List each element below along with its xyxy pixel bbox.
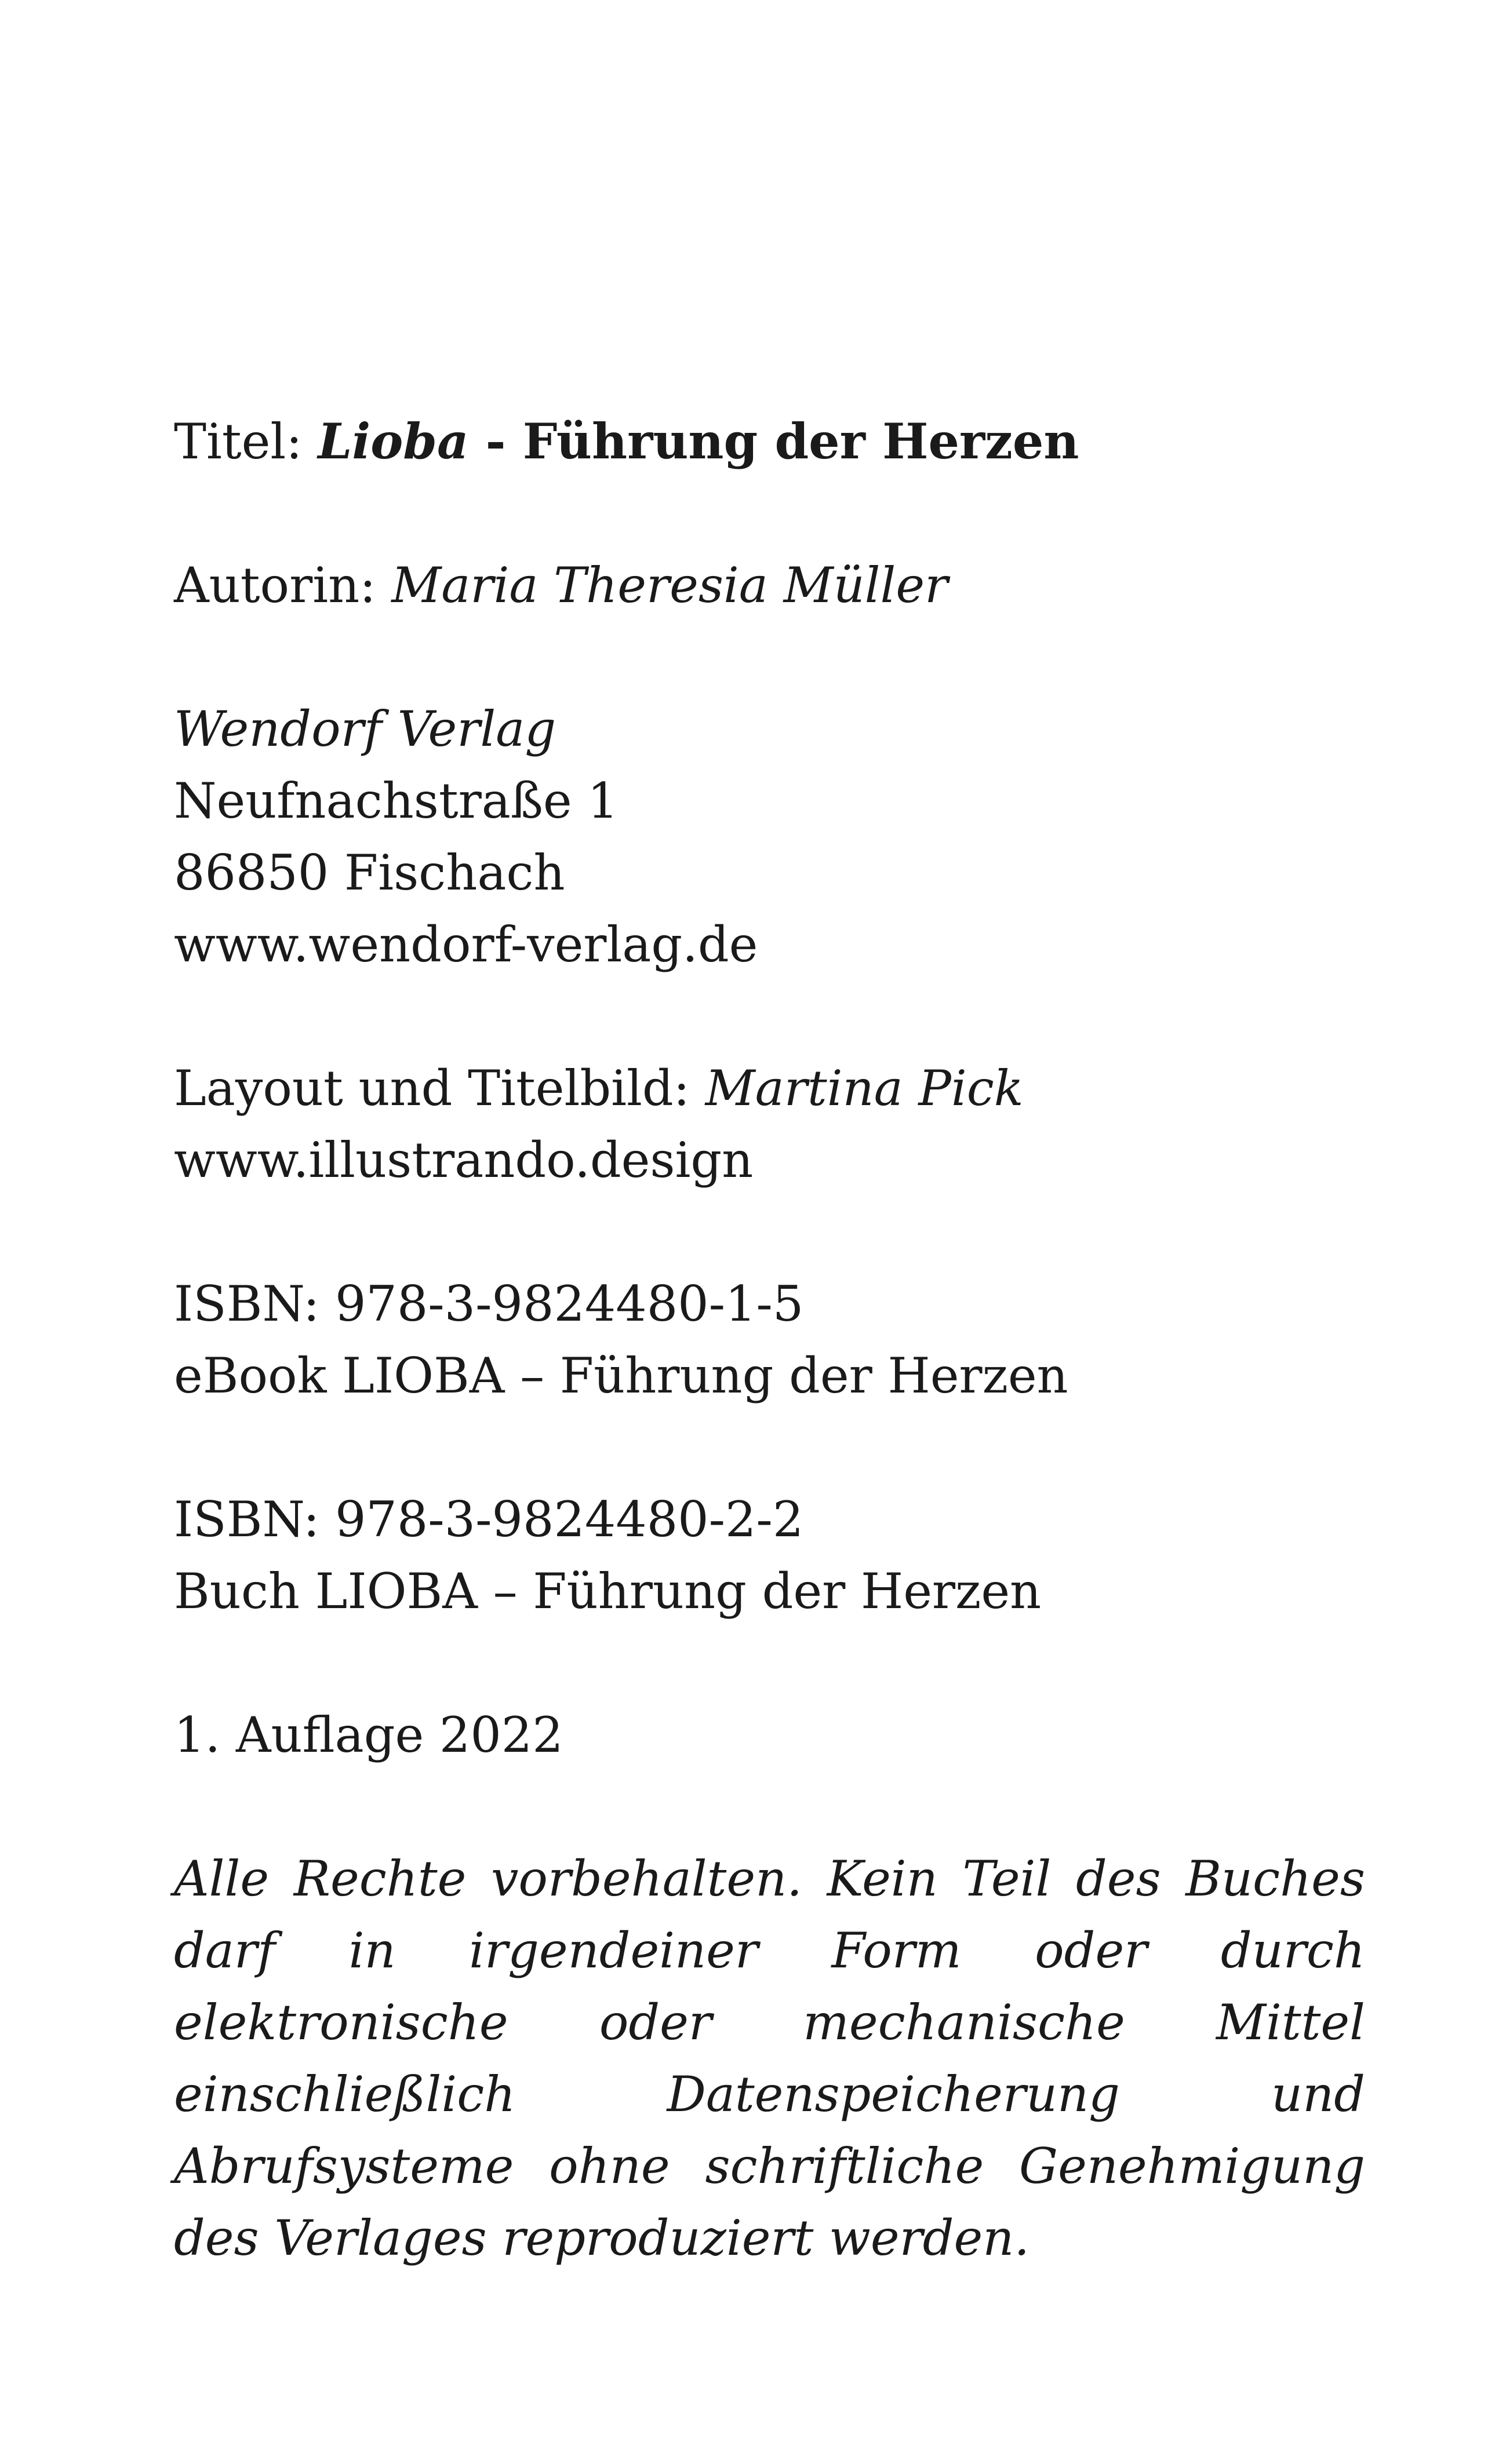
edition: 1. Auflage 2022 [174, 1707, 563, 1763]
title-label: Titel: [174, 413, 318, 470]
publisher-city: 86850 Fischach [174, 844, 565, 901]
imprint-page [174, 406, 1365, 2274]
publisher-street: Neufnachstraße 1 [174, 772, 619, 829]
layout-credit-web: www.illustrando.design [174, 1132, 754, 1189]
layout-credit-line [174, 1052, 1365, 1124]
book-title-italic: Lioba [318, 413, 469, 470]
spacer [174, 621, 1365, 693]
author-name: Maria Theresia Müller [391, 557, 948, 614]
isbn-book: ISBN: 978-3-9824480-2-2 [174, 1491, 804, 1548]
spacer [174, 1196, 1365, 1268]
spacer [174, 1771, 1365, 1843]
book-title-rest: - Führung der Herzen [468, 413, 1079, 470]
publisher-web: www.wendorf-verlag.de [174, 916, 758, 973]
isbn-book-desc: Buch LIOBA – Führung der Herzen [174, 1563, 1042, 1620]
layout-credit-name: Martina Pick [705, 1060, 1024, 1117]
layout-credit-label: Layout und Titelbild: [174, 1060, 705, 1117]
author-line [174, 549, 1365, 621]
author-label: Autorin: [174, 557, 392, 614]
publisher-name: Wendorf Verlag [174, 701, 556, 757]
title-line [174, 406, 1365, 478]
copyright-notice: Alle Rechte vorbehalten. Kein Teil des Buches darf in irgendeiner Form oder durch elektronische oder mechanische Mittel einschließlich Datenspeicherung und Abrufsysteme ohne schriftliche Genehmigung des Verlages reproduziert werden. [174, 1850, 1365, 2266]
spacer [174, 1412, 1365, 1483]
isbn-ebook-desc: eBook LIOBA – Führung der Herzen [174, 1347, 1068, 1404]
spacer [174, 1627, 1365, 1699]
isbn-ebook: ISBN: 978-3-9824480-1-5 [174, 1275, 804, 1332]
spacer [174, 478, 1365, 549]
spacer [174, 981, 1365, 1052]
